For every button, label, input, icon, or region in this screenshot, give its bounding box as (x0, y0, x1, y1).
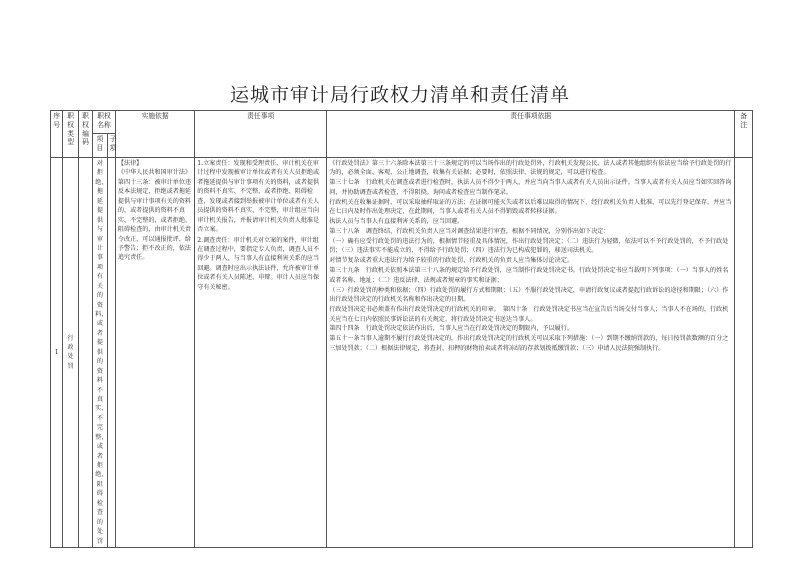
resp-item-2: 2.调查责任：审计机关对立案的案件，审计组在调查过程中，要指定专人负责，调查人员不得少于两人，与当事人有直接利害关系的应当回避。调查时应出示执法证件，允许被审计单位或者有关人员陈述、申辩。审计人员应当保守有关秘密。 (197, 236, 320, 291)
cell-resp-items (195, 158, 327, 548)
resp-basis-para: 第三十八条 调查终结，行政机关负责人应当对调查结果进行审查，根据不同情况，分别作出如下决定： (329, 228, 610, 236)
resp-basis-para: 行政处罚决定书必须盖有作出行政处罚决定的行政机关的印章。 第四十条 行政处罚决定书应当在宣告后当场交付当事人；当事人不在场的，行政机关应当在七日内依照民事诉讼法的有关规定，将行政处罚决定书送达当事人。 (329, 306, 729, 323)
header-resp-basis: 责任事项依据 (327, 111, 735, 158)
table-row (51, 158, 753, 548)
header-remark: 备注 (735, 111, 753, 158)
cell-impl-basis (115, 158, 194, 548)
resp-basis-para: 《行政处罚法》第三十六条除本法第三十三条规定的可以当场作出的行政处罚外，行政机关发现公民、法人或者其他组织有依法应当给予行政处罚的行为的，必须全面、客观、公正地调查，收集有关证据；必要时，依照法律、法规的规定，可以进行检查。 (329, 160, 732, 177)
resp-item-1: 1.立案责任：发现和受理责任，审计机关在审计过程中发现被审计单位或者有关人员拒绝或者拖延提供与审计事项有关的资料，或者提供的资料不真实、不完整，或者拒绝、阻碍检查，发现或者接到举报被审计单位或者有关人员提供的资料不真实、不完整，审计组应当向审计机关报告，并报请审计机关负责人批准是否立案。 (197, 160, 320, 234)
page-title: 运城市审计局行政权力清单和责任清单 (229, 84, 570, 106)
resp-basis-para: （三）行政处罚的种类和依据；（四）行政处罚的履行方式和期限；（五）不服行政处罚决定，申请行政复议或者提起行政诉讼的途径和期限；（六）作出行政处罚决定的行政机关名称和作出决定的日期。 (329, 286, 729, 304)
cell-remark (735, 158, 753, 548)
resp-basis-para: 对情节复杂或者重大违法行为给予较重的行政处罚，行政机关的负责人应当集体讨论决定。 (329, 257, 573, 265)
header-item: 项目 (93, 134, 107, 158)
resp-basis-para: 第五十一条当事人逾期不履行行政处罚决定的，作出行政处罚决定的行政机关可以采取下列措施：（一）到期不缴纳罚款的，每日按罚款数额的百分之三加处罚款；（二）根据法律规定，将查封、扣押的财物拍卖或者将冻结的存款划拨抵缴罚款；（三）申请人民法院强制执行。 (329, 335, 729, 352)
header-impl-basis: 实施依据 (115, 111, 194, 158)
header-resp-items: 责任事项 (195, 111, 327, 158)
cell-power-code (78, 158, 92, 548)
cell-power-name-sub (107, 158, 115, 548)
power-list-table (50, 110, 753, 548)
header-sub-item: 子项 (107, 134, 115, 158)
resp-basis-para: 行政机关在收集证据时，可以采取抽样取证的方法；在证据可能灭失或者以后难以取得的情况下，经行政机关负责人批准，可以先行登记保存，并应当在七日内及时作出处理决定，在此期间，当事人或者有关人员不得销毁或者转移证据。 (329, 198, 732, 216)
cell-seq: 1 (51, 158, 63, 548)
resp-basis-para: 执法人员与当事人有直接利害关系的，应当回避。 (329, 218, 464, 226)
resp-basis-para: 第三十九条 行政机关依照本法第三十八条的规定给予行政处罚，应当制作行政处罚决定书。行政处罚决定书应当载明下列事项：（一）当事人的姓名或者名称、地址；（二）违反法律、法规或者规章的事实和证据； (329, 267, 729, 284)
resp-basis-para: 第四十四条 行政处罚决定依法作出后，当事人应当在行政处罚决定的期限内，予以履行。 (329, 325, 573, 333)
header-seq: 序号 (51, 111, 63, 158)
cell-power-name-item: 对拒绝、拖延提供与审计事项有关的资料，或者提供的资料不真实、不完整，或者拒绝、阻碍检查的处罚 (93, 158, 107, 548)
header-power-name: 职权名称 (93, 111, 116, 134)
header-power-type: 职权类型 (63, 111, 78, 158)
impl-basis-text: 《中华人民共和国审计法》第四十三条：被审计单位违反本法规定，拒绝或者拖延提供与审计事项有关的资料的，或者提供的资料不真实、不完整的，或者拒绝、阻碍检查的，由审计机关责令改正，可以通报批评，给予警告；拒不改正的，依法追究责任。 (117, 169, 192, 262)
cell-power-type: 行政处罚 (63, 158, 78, 548)
header-power-code: 职权编码 (78, 111, 92, 158)
impl-basis-heading: 【法律】 (117, 160, 143, 167)
cell-resp-basis (327, 158, 735, 548)
resp-basis-para: 第三十七条 行政机关在调查或者进行检查时，执法人员不得少于两人，并应当向当事人或者有关人员出示证件。当事人或者有关人员应当如实回答询问，并协助调查或者检查，不得阻挠。询问或者检查应当制作笔录。 (329, 179, 732, 196)
table-header-row (51, 111, 753, 134)
resp-basis-para: （一）确有应受行政处罚的违法行为的，根据情节轻重及具体情况，作出行政处罚决定；（二）违法行为轻微，依法可以不予行政处罚的，不予行政处罚；（三）违法事实不能成立的，不得给予行政处罚；（四）违法行为已构成犯罪的，移送司法机关。 (329, 238, 729, 255)
